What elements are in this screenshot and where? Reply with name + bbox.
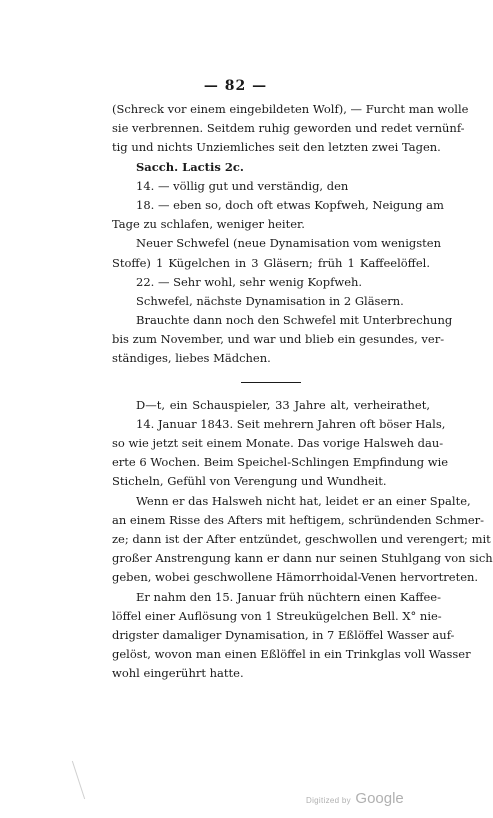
page-text xyxy=(112,100,493,683)
text-line: gelöst, wovon man einen Eßlöffel in ein Trinkglas voll Wasser xyxy=(112,647,471,662)
text-line: geben, wobei geschwollene Hämorrhoidal-Venen hervortreten. xyxy=(112,570,479,585)
text-line: (Schreck vor einem eingebildeten Wolf), — Furcht man wolle xyxy=(112,102,469,116)
text-line: 14. — völlig gut und verständig, den xyxy=(136,178,349,193)
text-line: 14. Januar 1843. Seit mehrern Jahren oft böser Hals, xyxy=(136,416,446,431)
google-logo: Google xyxy=(355,790,404,807)
text-line: D—t, ein Schauspieler, 33 Jahre alt, verheirathet, xyxy=(136,397,430,412)
text-line: Schwefel, nächste Dynamisation in 2 Gläsern. xyxy=(136,293,404,308)
section-divider xyxy=(241,382,301,383)
text-line: an einem Risse des Afters mit heftigem, schründenden Schmer- xyxy=(112,512,485,527)
text-line: bis zum November, und war und blieb ein gesundes, ver- xyxy=(112,332,445,347)
text-line: so wie jetzt seit einem Monate. Das vorige Halsweh dau- xyxy=(112,436,444,450)
text-line: löffel einer Auflösung von 1 Streukügelchen Bell. X° nie- xyxy=(112,608,442,623)
text-line: Sticheln, Gefühl von Verengung und Wundheit. xyxy=(112,474,387,489)
text-line: 22. — Sehr wohl, sehr wenig Kopfweh. xyxy=(136,274,363,289)
text-line: drigster damaliger Dynamisation, in 7 Eßlöffel Wasser auf- xyxy=(112,627,455,642)
text-line: Neuer Schwefel (neue Dynamisation vom wenigsten xyxy=(136,236,441,251)
text-line: großer Anstrengung kann er dann nur seinen Stuhlgang von sich xyxy=(112,551,493,566)
text-line: Sacch. Lactis 2c. xyxy=(136,159,244,174)
google-watermark xyxy=(306,790,404,808)
text-line: wohl eingerührt hatte. xyxy=(112,666,244,681)
text-line: sie verbrennen. Seitdem ruhig geworden und redet vernünf- xyxy=(112,121,465,136)
text-line: ze; dann ist der After entzündet, geschwollen und verengert; mit xyxy=(112,531,491,546)
text-line: erte 6 Wochen. Beim Speichel-Schlingen Empfindung wie xyxy=(112,455,449,470)
text-line: 18. — eben so, doch oft etwas Kopfweh, Neigung am xyxy=(136,197,444,212)
text-line: Er nahm den 15. Januar früh nüchtern einen Kaffee- xyxy=(136,589,441,604)
text-line: tig und nichts Unziemliches seit den letzten zwei Tagen. xyxy=(112,140,441,155)
page-number: — 82 — xyxy=(203,78,268,94)
watermark-prefix: Digitized by xyxy=(306,796,351,805)
text-line: Wenn er das Halsweh nicht hat, leidet er an einer Spalte, xyxy=(136,493,471,508)
text-line: Stoffe) 1 Kügelchen in 3 Gläsern; früh 1 Kaffeelöffel. xyxy=(112,255,430,270)
scan-artifact xyxy=(72,761,85,799)
text-line: ständiges, liebes Mädchen. xyxy=(112,351,271,366)
text-line: Brauchte dann noch den Schwefel mit Unterbrechung xyxy=(136,313,453,328)
text-line: Tage zu schlafen, weniger heiter. xyxy=(112,217,305,232)
